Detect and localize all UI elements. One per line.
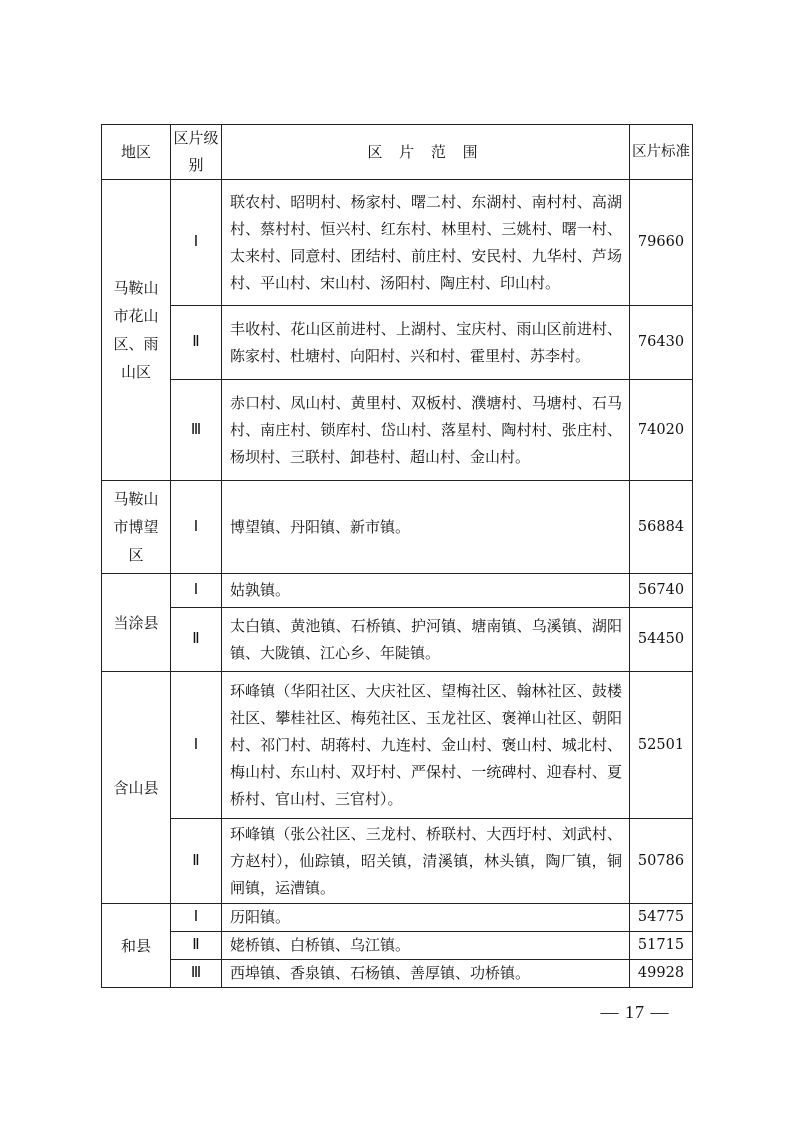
level-cell: Ⅲ xyxy=(171,380,222,481)
level-cell: Ⅰ xyxy=(171,672,222,819)
standard-cell: 56740 xyxy=(630,574,693,608)
table-row xyxy=(102,960,693,988)
table-row xyxy=(102,380,693,481)
standard-cell: 74020 xyxy=(630,380,693,481)
range-cell: 姥桥镇、白桥镇、乌江镇。 xyxy=(222,932,630,960)
range-cell: 联农村、昭明村、杨家村、曙二村、东湖村、南村村、高湖村、蔡村村、恒兴村、红东村、林里村、三姚村、曙一村、太来村、同意村、团结村、前庄村、安民村、九华村、芦场村、平山村、宋山村、汤阳村、陶庄村、印山村。 xyxy=(222,180,630,306)
area-cell: 马鞍山市花山区、雨山区 xyxy=(102,180,171,481)
range-cell: 环峰镇（华阳社区、大庆社区、望梅社区、翰林社区、鼓楼社区、攀桂社区、梅苑社区、玉龙社区、褒禅山社区、朝阳村、祁门村、胡蒋村、九连村、金山村、褒山村、城北村、梅山村、东山村、双圩村、严保村、一统碑村、迎春村、夏桥村、官山村、三官村）。 xyxy=(222,672,630,819)
range-cell: 历阳镇。 xyxy=(222,904,630,932)
standard-cell: 51715 xyxy=(630,932,693,960)
table-header-row xyxy=(102,125,693,180)
level-cell: Ⅱ xyxy=(171,608,222,672)
header-range: 区 片 范 围 xyxy=(222,125,630,180)
table-row xyxy=(102,932,693,960)
level-cell: Ⅱ xyxy=(171,932,222,960)
table-row xyxy=(102,481,693,574)
page-number: — 17 — xyxy=(600,1002,670,1022)
range-cell: 丰收村、花山区前进村、上湖村、宝庆村、雨山区前进村、陈家村、杜塘村、向阳村、兴和村、霍里村、苏李村。 xyxy=(222,306,630,380)
level-cell: Ⅱ xyxy=(171,306,222,380)
level-cell: Ⅲ xyxy=(171,960,222,988)
standard-cell: 49928 xyxy=(630,960,693,988)
range-cell: 博望镇、丹阳镇、新市镇。 xyxy=(222,481,630,574)
level-cell: Ⅱ xyxy=(171,819,222,904)
area-cell: 马鞍山市博望区 xyxy=(102,481,171,574)
standard-cell: 54775 xyxy=(630,904,693,932)
header-level: 区片级别 xyxy=(171,125,222,180)
range-cell: 环峰镇（张公社区、三龙村、桥联村、大西圩村、刘武村、方赵村），仙踪镇，昭关镇，清溪镇，林头镇，陶厂镇，铜闸镇，运漕镇。 xyxy=(222,819,630,904)
table-row xyxy=(102,306,693,380)
level-cell: Ⅰ xyxy=(171,180,222,306)
table-row xyxy=(102,672,693,819)
standard-cell: 79660 xyxy=(630,180,693,306)
standard-cell: 76430 xyxy=(630,306,693,380)
standard-cell: 50786 xyxy=(630,819,693,904)
table-row xyxy=(102,904,693,932)
table-row xyxy=(102,180,693,306)
header-standard: 区片标准 xyxy=(630,125,693,180)
range-cell: 太白镇、黄池镇、石桥镇、护河镇、塘南镇、乌溪镇、湖阳镇、大陇镇、江心乡、年陡镇。 xyxy=(222,608,630,672)
standard-cell: 54450 xyxy=(630,608,693,672)
level-cell: Ⅰ xyxy=(171,574,222,608)
table-row xyxy=(102,819,693,904)
area-cell: 和县 xyxy=(102,904,171,988)
area-cell: 当涂县 xyxy=(102,574,171,672)
standard-cell: 56884 xyxy=(630,481,693,574)
level-cell: Ⅰ xyxy=(171,904,222,932)
range-cell: 姑孰镇。 xyxy=(222,574,630,608)
standard-cell: 52501 xyxy=(630,672,693,819)
range-cell: 西埠镇、香泉镇、石杨镇、善厚镇、功桥镇。 xyxy=(222,960,630,988)
area-cell: 含山县 xyxy=(102,672,171,904)
land-price-standard-table xyxy=(101,124,693,988)
table-row xyxy=(102,574,693,608)
table-row xyxy=(102,608,693,672)
header-area: 地区 xyxy=(102,125,171,180)
level-cell: Ⅰ xyxy=(171,481,222,574)
range-cell: 赤口村、凤山村、黄里村、双板村、濮塘村、马塘村、石马村、南庄村、锁库村、岱山村、落星村、陶村村、张庄村、杨坝村、三联村、卸巷村、超山村、金山村。 xyxy=(222,380,630,481)
